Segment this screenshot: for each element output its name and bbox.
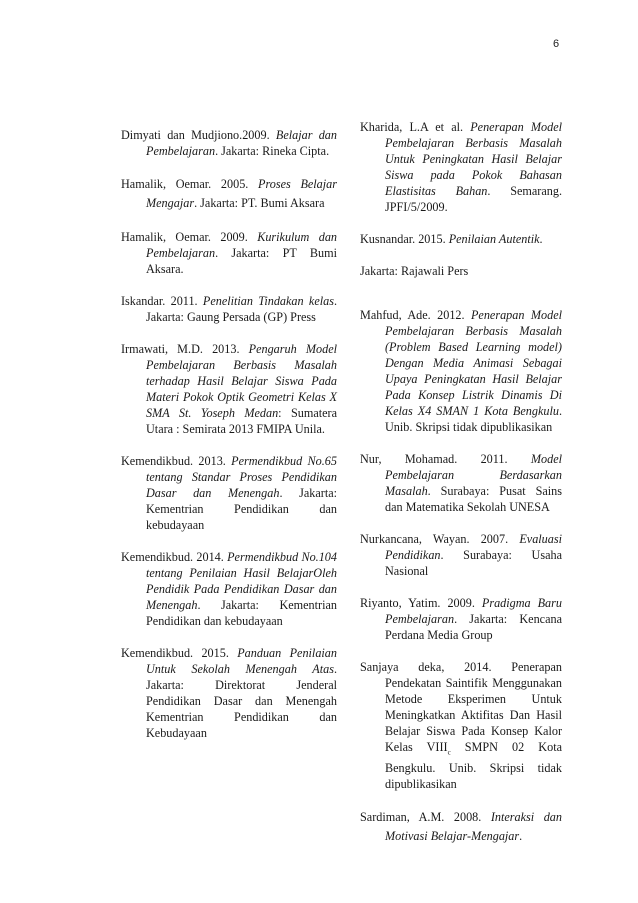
reference-entry: Iskandar. 2011. Penelitian Tindakan kelas. Jakarta: Gaung Persada (GP) Press <box>121 294 337 324</box>
reference-entry: Kemendikbud. 2013. Permendikbud No.65 tentang Standar Proses Pendidikan Dasar dan Menengah. Jakarta: Kementrian Pendidikan dan kebudayaan <box>121 454 337 532</box>
right-bibliography-column <box>360 119 562 862</box>
reference-entry: Nurkancana, Wayan. 2007. Evaluasi Pendidikan. Surabaya: Usaha Nasional <box>360 532 562 578</box>
reference-entry: Kharida, L.A et al. Penerapan Model Pembelajaran Berbasis Masalah Untuk Peningkatan Hasil Belajar Siswa pada Pokok Bahasan Elastisitas Bahan. Semarang. JPFI/5/2009. <box>360 120 562 214</box>
subscript: c <box>447 748 451 757</box>
reference-entry: Hamalik, Oemar. 2009. Kurikulum dan Pembelajaran. Jakarta: PT Bumi Aksara. <box>121 230 338 276</box>
reference-entry: Kemendikbud. 2014. Permendikbud No.104 tentang Penilaian Hasil BelajarOleh Pendidik Pada Pendidikan Dasar dan Menengah. Jakarta: Kementrian Pendidikan dan kebudayaan <box>121 550 337 628</box>
page-number: 6 <box>553 38 560 50</box>
reference-entry: Sanjaya deka, 2014. Penerapan Pendekatan Saintifik Menggunakan Metode Eksperimen Untuk Meningkatkan Aktifitas Dan Hasil Belajar Siswa Pada Konsep Kalor Kelas $VIII_c$ SMPN 02 Kota Bengkulu. Unib. Skripsi tidak dipublikasikan <box>360 660 562 792</box>
reference-entry: Sardiman, A.M. 2008. Interaksi dan Motivasi Belajar-Mengajar. <box>360 810 562 844</box>
reference-entry: Riyanto, Yatim. 2009. Pradigma Baru Pembelajaran. Jakarta: Kencana Perdana Media Group <box>360 596 562 642</box>
reference-entry: Dimyati dan Mudjiono.2009. Belajar dan Pembelajaran. Jakarta: Rineka Cipta. <box>121 128 337 158</box>
left-bibliography-column <box>121 127 337 757</box>
reference-entry: Kusnandar. 2015. Penilaian Autentik. <box>360 232 543 246</box>
reference-entry: Irmawati, M.D. 2013. Pengaruh Model Pembelajaran Berbasis Masalah terhadap Hasil Belajar Siswa Pada Materi Pokok Optik Geometri Kelas X SMA St. Yoseph Medan: Sumatera Utara : Semirata 2013 FMIPA Unila. <box>121 342 337 436</box>
reference-entry: Nur, Mohamad. 2011. Model Pembelajaran Berdasarkan Masalah. Surabaya: Pusat Sains dan Matematika Sekolah UNESA <box>360 452 562 514</box>
reference-entry: Jakarta: Rajawali Pers <box>360 264 469 278</box>
reference-entry: Hamalik, Oemar. 2005. Proses Belajar Mengajar. Jakarta: PT. Bumi Aksara <box>121 177 337 210</box>
reference-entry: Kemendikbud. 2015. Panduan Penilaian Untuk Sekolah Menengah Atas. Jakarta: Direktorat Jenderal Pendidikan Dasar dan Menengah Kementrian Pendidikan dan Kebudayaan <box>121 646 337 740</box>
reference-entry: Mahfud, Ade. 2012. Penerapan Model Pembelajaran Berbasis Masalah (Problem Based Learning model) Dengan Media Animasi Sebagai Upaya Peningkatan Hasil Belajar Pada Konsep Listrik Dinamis Di Kelas X4 SMAN 1 Kota Bengkulu. Unib. Skripsi tidak dipublikasikan <box>360 308 562 434</box>
